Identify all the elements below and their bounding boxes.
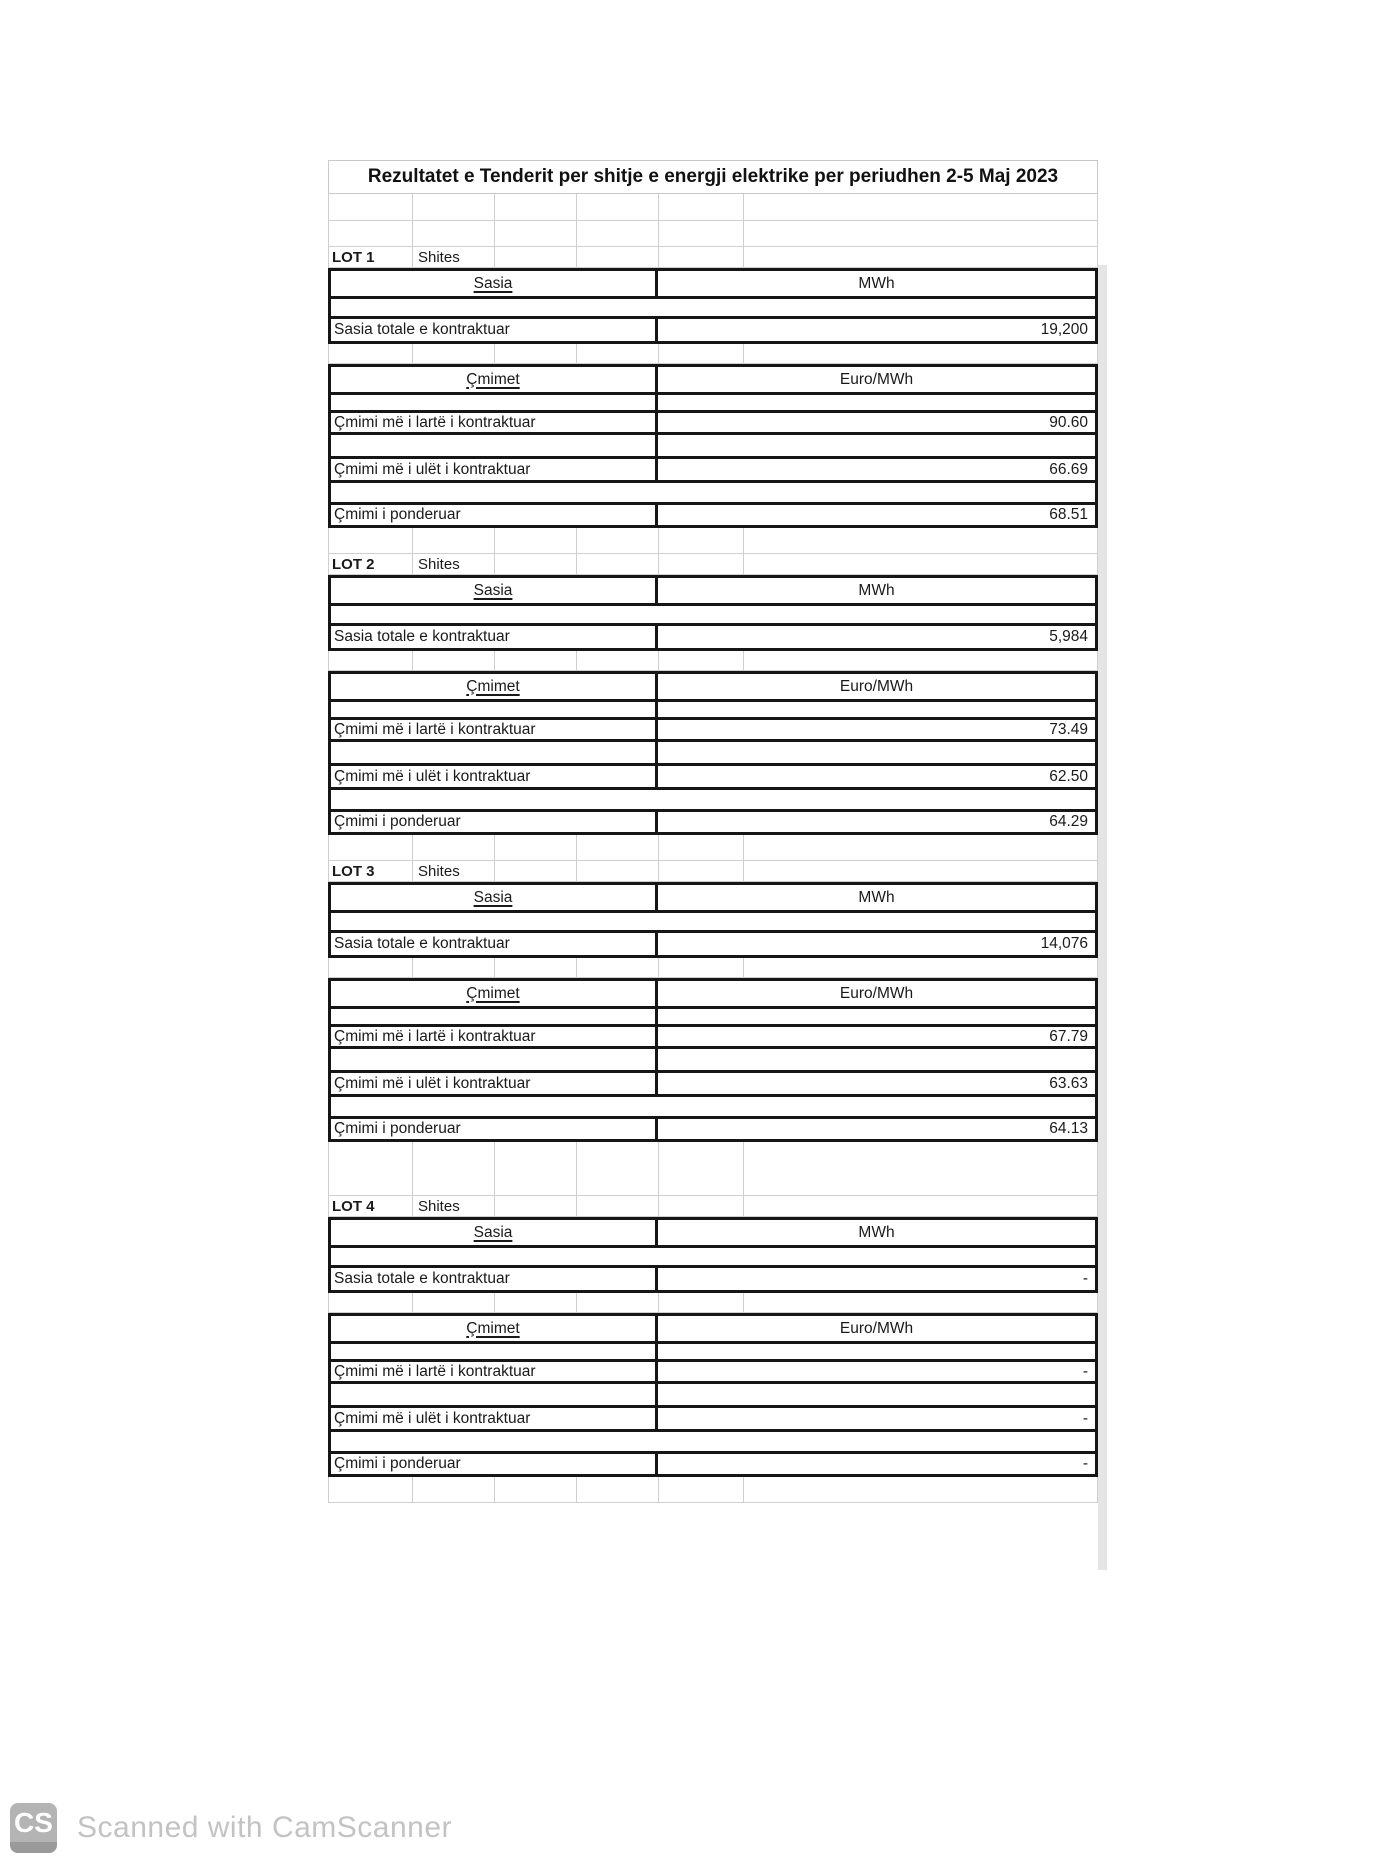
lot-sections bbox=[328, 247, 1098, 1503]
price-lowest-label-cell bbox=[331, 459, 658, 480]
spacer-cell bbox=[331, 299, 658, 316]
grid-cell bbox=[659, 1142, 744, 1195]
grid-cell bbox=[744, 1196, 1097, 1216]
spacer-cell bbox=[658, 742, 1095, 763]
empty-grid-row bbox=[328, 651, 1098, 671]
lot-name-cell bbox=[329, 861, 413, 881]
grid-cell bbox=[577, 344, 659, 363]
prices-unit-cell bbox=[658, 1316, 1095, 1341]
spacer-row bbox=[331, 910, 1095, 930]
spacer-cell bbox=[658, 1049, 1095, 1070]
prices-block bbox=[328, 978, 1098, 1142]
spacer-cell bbox=[658, 1009, 1095, 1024]
grid-cell bbox=[659, 651, 744, 670]
grid-cell bbox=[577, 651, 659, 670]
lot-seller-label: Shites bbox=[418, 248, 460, 266]
price-lowest-label-cell bbox=[331, 766, 658, 787]
price-lowest-value-cell bbox=[658, 459, 1095, 480]
empty-grid-row bbox=[328, 1293, 1098, 1313]
camscanner-logo-strip bbox=[10, 1842, 57, 1853]
prices-unit-cell bbox=[658, 981, 1095, 1006]
spacer-cell bbox=[331, 1009, 658, 1024]
prices-unit-label: Euro/MWh bbox=[839, 370, 914, 388]
camscanner-caption: Scanned with CamScanner bbox=[77, 1811, 453, 1844]
grid-cell bbox=[744, 861, 1097, 881]
grid-cell bbox=[495, 221, 577, 246]
prices-header-row bbox=[331, 1316, 1095, 1341]
lot-name-cell bbox=[329, 1196, 413, 1216]
lot-seller-cell bbox=[413, 1196, 495, 1216]
quantity-block bbox=[328, 268, 1098, 344]
grid-cell bbox=[413, 221, 495, 246]
price-highest-label-cell bbox=[331, 1362, 658, 1381]
quantity-total-row bbox=[331, 623, 1095, 648]
lot-section-4 bbox=[328, 1196, 1098, 1503]
section-spacer-row bbox=[328, 1142, 1098, 1196]
price-highest-row bbox=[331, 1359, 1095, 1381]
grid-cell bbox=[659, 221, 744, 246]
spacer-row bbox=[331, 739, 1095, 763]
grid-cell bbox=[744, 1142, 1097, 1195]
quantity-header-row bbox=[331, 271, 1095, 296]
grid-cell bbox=[659, 194, 744, 220]
grid-cell bbox=[659, 861, 744, 881]
grid-cell bbox=[413, 344, 495, 363]
prices-header-row bbox=[331, 981, 1095, 1006]
prices-unit-label: Euro/MWh bbox=[839, 677, 914, 695]
grid-cell bbox=[744, 1293, 1097, 1312]
price-highest-row bbox=[331, 410, 1095, 432]
price-lowest-value-cell bbox=[658, 1408, 1095, 1429]
price-weighted-value-cell bbox=[658, 505, 1095, 525]
spacer-cell bbox=[658, 606, 1095, 623]
lot-name-cell bbox=[329, 554, 413, 574]
prices-header-row bbox=[331, 674, 1095, 699]
grid-cell bbox=[413, 1293, 495, 1312]
grid-cell bbox=[495, 344, 577, 363]
price-lowest-value: 66.69 bbox=[1049, 460, 1088, 478]
empty-grid-row bbox=[328, 958, 1098, 978]
price-highest-label-cell bbox=[331, 413, 658, 432]
section-spacer-row bbox=[328, 835, 1098, 861]
quantity-header-label: Sasia bbox=[473, 888, 513, 906]
grid-cell bbox=[744, 835, 1097, 860]
grid-cell bbox=[659, 1477, 744, 1502]
grid-cell bbox=[659, 247, 744, 267]
prices-unit-cell bbox=[658, 674, 1095, 699]
grid-cell bbox=[495, 835, 577, 860]
grid-cell bbox=[329, 1142, 413, 1195]
spacer-cell bbox=[331, 435, 658, 456]
spacer-row bbox=[331, 1046, 1095, 1070]
grid-cell bbox=[329, 1477, 413, 1502]
price-highest-label-cell bbox=[331, 1027, 658, 1046]
spacer-cell bbox=[331, 606, 658, 623]
grid-cell bbox=[659, 344, 744, 363]
lot-seller-cell bbox=[413, 861, 495, 881]
prices-header-label: Çmimet bbox=[466, 370, 520, 388]
quantity-total-value: 19,200 bbox=[1040, 321, 1088, 338]
grid-cell bbox=[495, 1142, 577, 1195]
quantity-total-value-cell bbox=[658, 1268, 1095, 1290]
grid-cell bbox=[329, 221, 413, 246]
grid-cell bbox=[495, 1196, 577, 1216]
lot-section-3 bbox=[328, 861, 1098, 1196]
price-lowest-value-cell bbox=[658, 1073, 1095, 1094]
grid-cell bbox=[329, 958, 413, 977]
grid-cell bbox=[413, 1142, 495, 1195]
grid-cell bbox=[413, 1477, 495, 1502]
quantity-header-label: Sasia bbox=[473, 274, 513, 292]
grid-cell bbox=[577, 554, 659, 574]
price-highest-label: Çmimi më i lartë i kontraktuar bbox=[334, 413, 536, 431]
price-weighted-label-cell bbox=[331, 1119, 658, 1139]
price-highest-value-cell bbox=[658, 413, 1095, 432]
spacer-cell bbox=[331, 702, 658, 717]
price-highest-label: Çmimi më i lartë i kontraktuar bbox=[334, 1027, 536, 1045]
prices-header-label: Çmimet bbox=[466, 984, 520, 1002]
price-highest-value: - bbox=[1082, 1362, 1088, 1380]
grid-cell bbox=[577, 958, 659, 977]
price-weighted-row bbox=[331, 502, 1095, 525]
quantity-block bbox=[328, 882, 1098, 958]
spacer-cell bbox=[331, 395, 658, 410]
grid-cell bbox=[495, 247, 577, 267]
spacer-row bbox=[331, 480, 1095, 502]
price-weighted-label-cell bbox=[331, 812, 658, 832]
spacer-cell bbox=[658, 1248, 1095, 1265]
quantity-header-row bbox=[331, 578, 1095, 603]
empty-grid-row bbox=[328, 221, 1098, 247]
spacer-row bbox=[331, 603, 1095, 623]
grid-cell bbox=[577, 221, 659, 246]
price-weighted-value-cell bbox=[658, 1454, 1095, 1474]
grid-cell bbox=[329, 344, 413, 363]
prices-header-label: Çmimet bbox=[466, 677, 520, 695]
prices-unit-label: Euro/MWh bbox=[839, 1319, 914, 1337]
quantity-unit-cell bbox=[658, 885, 1095, 910]
price-weighted-value-cell bbox=[658, 812, 1095, 832]
spacer-cell bbox=[658, 435, 1095, 456]
quantity-total-label: Sasia totale e kontraktuar bbox=[334, 1270, 510, 1287]
spacer-cell bbox=[331, 790, 658, 809]
quantity-total-label-cell bbox=[331, 933, 658, 955]
grid-cell bbox=[413, 835, 495, 860]
price-weighted-value: 64.13 bbox=[1049, 1120, 1088, 1137]
grid-cell bbox=[495, 1293, 577, 1312]
lot-name: LOT 2 bbox=[332, 555, 375, 573]
prices-unit-label: Euro/MWh bbox=[839, 984, 914, 1002]
spacer-cell bbox=[331, 483, 658, 502]
prices-header-cell bbox=[331, 1316, 658, 1341]
camscanner-watermark bbox=[10, 1803, 452, 1853]
price-highest-label-cell bbox=[331, 720, 658, 739]
spacer-row bbox=[331, 392, 1095, 410]
grid-cell bbox=[659, 1293, 744, 1312]
lot-section-2 bbox=[328, 554, 1098, 861]
spacer-row bbox=[331, 432, 1095, 456]
price-lowest-value: 63.63 bbox=[1049, 1074, 1088, 1092]
lot-header-row bbox=[328, 1196, 1098, 1217]
grid-cell bbox=[495, 554, 577, 574]
lot-seller-label: Shites bbox=[418, 555, 460, 573]
quantity-unit-cell bbox=[658, 578, 1095, 603]
price-weighted-label-cell bbox=[331, 1454, 658, 1474]
quantity-unit-label: MWh bbox=[858, 888, 895, 906]
quantity-total-label: Sasia totale e kontraktuar bbox=[334, 628, 510, 645]
spacer-row bbox=[331, 296, 1095, 316]
lot-header-row bbox=[328, 247, 1098, 268]
price-lowest-row bbox=[331, 1070, 1095, 1094]
quantity-total-value: 5,984 bbox=[1049, 628, 1088, 645]
spacer-cell bbox=[658, 790, 1095, 809]
price-highest-value-cell bbox=[658, 1362, 1095, 1381]
lot-name: LOT 3 bbox=[332, 862, 375, 880]
grid-cell bbox=[329, 835, 413, 860]
camscanner-logo bbox=[10, 1803, 57, 1853]
grid-cell bbox=[744, 958, 1097, 977]
price-weighted-value: 68.51 bbox=[1049, 506, 1088, 523]
quantity-header-label: Sasia bbox=[473, 1223, 513, 1241]
quantity-total-label-cell bbox=[331, 319, 658, 341]
section-spacer-row bbox=[328, 1477, 1098, 1503]
lot-name: LOT 1 bbox=[332, 248, 375, 266]
scan-edge-shadow bbox=[1098, 265, 1107, 1570]
spacer-row bbox=[331, 1094, 1095, 1116]
grid-cell bbox=[577, 1142, 659, 1195]
grid-cell bbox=[577, 1477, 659, 1502]
empty-grid-row bbox=[328, 194, 1098, 221]
spacer-row bbox=[331, 1341, 1095, 1359]
grid-cell bbox=[659, 1196, 744, 1216]
quantity-header-cell bbox=[331, 885, 658, 910]
grid-cell bbox=[329, 528, 413, 553]
section-spacer-row bbox=[328, 528, 1098, 554]
price-weighted-label: Çmimi i ponderuar bbox=[334, 1455, 461, 1472]
grid-cell bbox=[577, 528, 659, 553]
grid-cell bbox=[659, 835, 744, 860]
price-lowest-value: - bbox=[1082, 1409, 1088, 1427]
price-highest-value-cell bbox=[658, 1027, 1095, 1046]
price-weighted-label: Çmimi i ponderuar bbox=[334, 813, 461, 830]
price-lowest-row bbox=[331, 456, 1095, 480]
price-highest-value: 90.60 bbox=[1049, 413, 1088, 431]
lot-name: LOT 4 bbox=[332, 1197, 375, 1215]
spacer-row bbox=[331, 1245, 1095, 1265]
price-weighted-label: Çmimi i ponderuar bbox=[334, 1120, 461, 1137]
spreadsheet bbox=[328, 160, 1098, 1503]
price-weighted-row bbox=[331, 1116, 1095, 1139]
prices-block bbox=[328, 1313, 1098, 1477]
spacer-cell bbox=[658, 395, 1095, 410]
prices-block bbox=[328, 671, 1098, 835]
grid-cell bbox=[413, 958, 495, 977]
grid-cell bbox=[744, 344, 1097, 363]
quantity-header-label: Sasia bbox=[473, 581, 513, 599]
prices-header-cell bbox=[331, 981, 658, 1006]
lot-header-row bbox=[328, 861, 1098, 882]
spacer-row bbox=[331, 1429, 1095, 1451]
grid-cell bbox=[413, 528, 495, 553]
price-lowest-row bbox=[331, 1405, 1095, 1429]
grid-cell bbox=[577, 194, 659, 220]
price-highest-value-cell bbox=[658, 720, 1095, 739]
price-weighted-label: Çmimi i ponderuar bbox=[334, 506, 461, 523]
price-weighted-label-cell bbox=[331, 505, 658, 525]
price-lowest-label: Çmimi më i ulët i kontraktuar bbox=[334, 767, 531, 785]
quantity-block bbox=[328, 1217, 1098, 1293]
page-title: Rezultatet e Tenderit per shitje e energji elektrike per periudhen 2-5 Maj 2023 bbox=[367, 166, 1059, 187]
quantity-total-value-cell bbox=[658, 319, 1095, 341]
title-row bbox=[328, 160, 1098, 194]
grid-cell bbox=[495, 861, 577, 881]
grid-cell bbox=[577, 835, 659, 860]
spacer-cell bbox=[331, 913, 658, 930]
grid-cell bbox=[577, 247, 659, 267]
grid-cell bbox=[659, 528, 744, 553]
spacer-row bbox=[331, 699, 1095, 717]
grid-cell bbox=[744, 528, 1097, 553]
grid-cell bbox=[659, 958, 744, 977]
grid-cell bbox=[413, 651, 495, 670]
spacer-cell bbox=[658, 913, 1095, 930]
quantity-total-row bbox=[331, 930, 1095, 955]
price-lowest-value-cell bbox=[658, 766, 1095, 787]
price-weighted-value: - bbox=[1082, 1455, 1088, 1472]
grid-cell bbox=[495, 528, 577, 553]
price-lowest-label: Çmimi më i ulët i kontraktuar bbox=[334, 1074, 531, 1092]
spacer-cell bbox=[331, 1344, 658, 1359]
quantity-unit-cell bbox=[658, 1220, 1095, 1245]
quantity-header-row bbox=[331, 885, 1095, 910]
spacer-cell bbox=[658, 1432, 1095, 1451]
spacer-cell bbox=[331, 1049, 658, 1070]
price-lowest-row bbox=[331, 763, 1095, 787]
quantity-unit-label: MWh bbox=[858, 1223, 895, 1241]
lot-name-cell bbox=[329, 247, 413, 267]
prices-header-row bbox=[331, 367, 1095, 392]
camscanner-logo-text: CS bbox=[14, 1807, 53, 1838]
quantity-unit-cell bbox=[658, 271, 1095, 296]
grid-cell bbox=[744, 194, 1097, 220]
spacer-cell bbox=[658, 702, 1095, 717]
quantity-header-cell bbox=[331, 578, 658, 603]
quantity-unit-label: MWh bbox=[858, 581, 895, 599]
quantity-header-row bbox=[331, 1220, 1095, 1245]
price-lowest-label: Çmimi më i ulët i kontraktuar bbox=[334, 1409, 531, 1427]
grid-cell bbox=[744, 247, 1097, 267]
spacer-cell bbox=[331, 1432, 658, 1451]
spacer-cell bbox=[658, 483, 1095, 502]
price-weighted-value: 64.29 bbox=[1049, 813, 1088, 830]
quantity-block bbox=[328, 575, 1098, 651]
lot-seller-label: Shites bbox=[418, 862, 460, 880]
quantity-header-cell bbox=[331, 271, 658, 296]
spacer-cell bbox=[331, 1384, 658, 1405]
prices-unit-cell bbox=[658, 367, 1095, 392]
grid-cell bbox=[744, 554, 1097, 574]
price-lowest-label: Çmimi më i ulët i kontraktuar bbox=[334, 460, 531, 478]
price-weighted-row bbox=[331, 1451, 1095, 1474]
prices-header-cell bbox=[331, 367, 658, 392]
grid-cell bbox=[329, 1293, 413, 1312]
grid-cell bbox=[495, 651, 577, 670]
quantity-total-value-cell bbox=[658, 626, 1095, 648]
spacer-cell bbox=[658, 1384, 1095, 1405]
spacer-cell bbox=[658, 1097, 1095, 1116]
grid-cell bbox=[495, 958, 577, 977]
spacer-row bbox=[331, 1381, 1095, 1405]
quantity-total-label: Sasia totale e kontraktuar bbox=[334, 321, 510, 338]
price-highest-row bbox=[331, 717, 1095, 739]
lot-seller-cell bbox=[413, 247, 495, 267]
spacer-cell bbox=[331, 742, 658, 763]
price-weighted-row bbox=[331, 809, 1095, 832]
quantity-total-label-cell bbox=[331, 626, 658, 648]
grid-cell bbox=[744, 221, 1097, 246]
price-weighted-value-cell bbox=[658, 1119, 1095, 1139]
lot-seller-cell bbox=[413, 554, 495, 574]
price-highest-value: 73.49 bbox=[1049, 720, 1088, 738]
lot-section-1 bbox=[328, 247, 1098, 554]
grid-cell bbox=[577, 1196, 659, 1216]
grid-cell bbox=[329, 194, 413, 220]
price-lowest-label-cell bbox=[331, 1073, 658, 1094]
price-highest-row bbox=[331, 1024, 1095, 1046]
grid-cell bbox=[495, 194, 577, 220]
grid-cell bbox=[744, 1477, 1097, 1502]
spacer-row bbox=[331, 787, 1095, 809]
grid-cell bbox=[413, 194, 495, 220]
quantity-total-label: Sasia totale e kontraktuar bbox=[334, 935, 510, 952]
quantity-unit-label: MWh bbox=[858, 274, 895, 292]
quantity-total-value: 14,076 bbox=[1040, 935, 1088, 952]
lot-seller-label: Shites bbox=[418, 1197, 460, 1215]
quantity-total-row bbox=[331, 1265, 1095, 1290]
price-lowest-value: 62.50 bbox=[1049, 767, 1088, 785]
prices-header-label: Çmimet bbox=[466, 1319, 520, 1337]
price-highest-value: 67.79 bbox=[1049, 1027, 1088, 1045]
quantity-header-cell bbox=[331, 1220, 658, 1245]
spacer-row bbox=[331, 1006, 1095, 1024]
spacer-cell bbox=[331, 1097, 658, 1116]
empty-grid-row bbox=[328, 344, 1098, 364]
grid-cell bbox=[659, 554, 744, 574]
grid-cell bbox=[577, 1293, 659, 1312]
prices-header-cell bbox=[331, 674, 658, 699]
grid-cell bbox=[577, 861, 659, 881]
quantity-total-value-cell bbox=[658, 933, 1095, 955]
spacer-cell bbox=[331, 1248, 658, 1265]
spacer-cell bbox=[658, 1344, 1095, 1359]
grid-cell bbox=[329, 651, 413, 670]
price-lowest-label-cell bbox=[331, 1408, 658, 1429]
price-highest-label: Çmimi më i lartë i kontraktuar bbox=[334, 720, 536, 738]
grid-cell bbox=[495, 1477, 577, 1502]
quantity-total-label-cell bbox=[331, 1268, 658, 1290]
price-highest-label: Çmimi më i lartë i kontraktuar bbox=[334, 1362, 536, 1380]
spacer-cell bbox=[658, 299, 1095, 316]
lot-header-row bbox=[328, 554, 1098, 575]
grid-cell bbox=[744, 651, 1097, 670]
quantity-total-row bbox=[331, 316, 1095, 341]
prices-block bbox=[328, 364, 1098, 528]
quantity-total-value: - bbox=[1082, 1270, 1088, 1287]
